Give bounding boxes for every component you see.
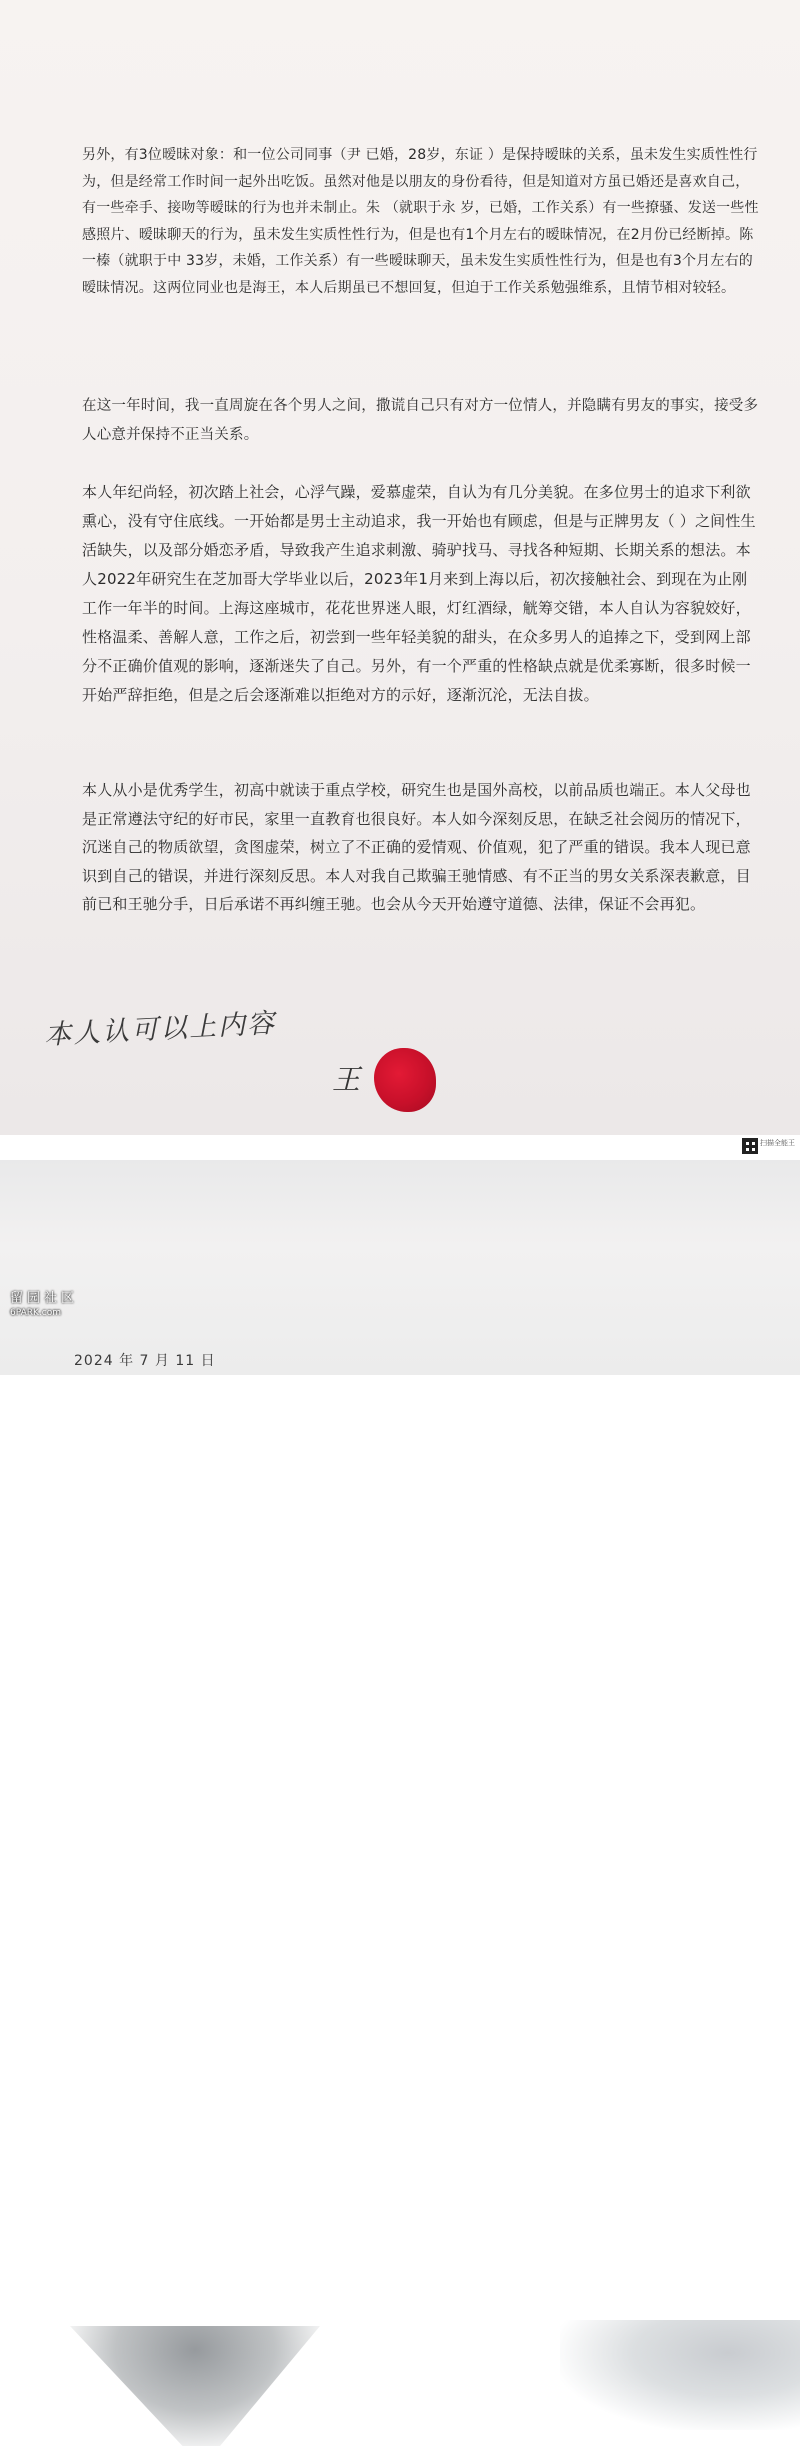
document-page (0, 0, 800, 1147)
handwritten-acknowledgement: 本人认可以上内容 (43, 1007, 277, 1052)
paragraph-reasons: 本人年纪尚轻，初次踏上社会，心浮气躁，爱慕虚荣，自认为有几分美貌。在多位男士的追求下利欲熏心，没有守住底线。一开始都是男士主动追求，我一开始也有顾虑，但是与正牌男友（ ）之间性生活缺失，以及部分婚恋矛盾，导致我产生追求刺激、骑驴找马、寻找各种短期、长期关系的想法。本人2022年研究生在芝加哥大学毕业以后，2023年1月来到上海以后，初次接触社会、到现在为止刚工作一年半的时间。上海这座城市，花花世界迷人眼，灯红酒绿，觥筹交错，本人自认为容貌姣好，性格温柔、善解人意，工作之后，初尝到一些年轻美貌的甜头，在众多男人的追捧之下，受到网上部分不正确价值观的影响，逐渐迷失了自己。另外，有一个严重的性格缺点就是优柔寡断，很多时候一开始严辞拒绝，但是之后会逐渐难以拒绝对方的示好，逐渐沉沦，无法自拔。 (82, 483, 756, 704)
signature: 王 (332, 1063, 361, 1096)
paragraph-reflection: 本人从小是优秀学生，初高中就读于重点学校，研究生也是国外高校，以前品质也端正。本人父母也是正常遵法守纪的好市民，家里一直教育也很良好。本人如今深刻反思，在缺乏社会阅历的情况下，沉迷自己的物质欲望，贪图虚荣，树立了不正确的爱情观、价值观，犯了严重的错误。我本人现已意识到自己的错误，并进行深刻反思。本人对我自己欺骗王驰情感、有不正当的男女关系深表歉意，目前已和王驰分手，日后承诺不再纠缠王驰。也会从今天开始遵守道德、法律，保证不会再犯。 (82, 781, 751, 913)
paper-shadow (70, 2326, 320, 2446)
qr-code-icon (742, 1138, 758, 1154)
fingerprint-seal (374, 1048, 436, 1112)
paragraph-affairs: 另外，有3位暧昧对象：和一位公司同事（尹 已婚，28岁，东证 ）是保持暧昧的关系，虽未发生实质性性行为，但是经常工作时间一起外出吃饭。虽然对他是以朋友的身份看待，但是知道对方虽已婚还是喜欢自己，有一些牵手、接吻等暧昧的行为也并未制止。朱 （就职于永 岁，已婚，工作关系）有一些撩骚、发送一些性感照片、暧昧聊天的行为，虽未发生实质性性行为，但是也有1个月左右的暧昧情况，在2月份已经断掉。陈一榛（就职于中 33岁，未婚，工作关系）有一些暧昧聊天，虽未发生实质性性行为，但是也有3个月左右的暧昧情况。这两位同业也是海王，本人后期虽已不想回复，但迫于工作关系勉强维系，且情节相对较轻。 (82, 147, 759, 296)
scanner-app-badge: 扫描全能王 (760, 1139, 795, 1147)
second-page-photo (0, 1160, 800, 1375)
paper-crease (560, 2320, 800, 2430)
site-watermark: 留园社区 (10, 1291, 79, 1306)
paragraph-deception: 在这一年时间，我一直周旋在各个男人之间，撒谎自己只有对方一位情人，并隐瞒有男友的事实，接受多人心意并保持不正当关系。 (82, 398, 759, 443)
document-date: 2024 年 7 月 11 日 (74, 1353, 216, 1369)
site-watermark-url: 6PARK.com (10, 1308, 61, 1318)
